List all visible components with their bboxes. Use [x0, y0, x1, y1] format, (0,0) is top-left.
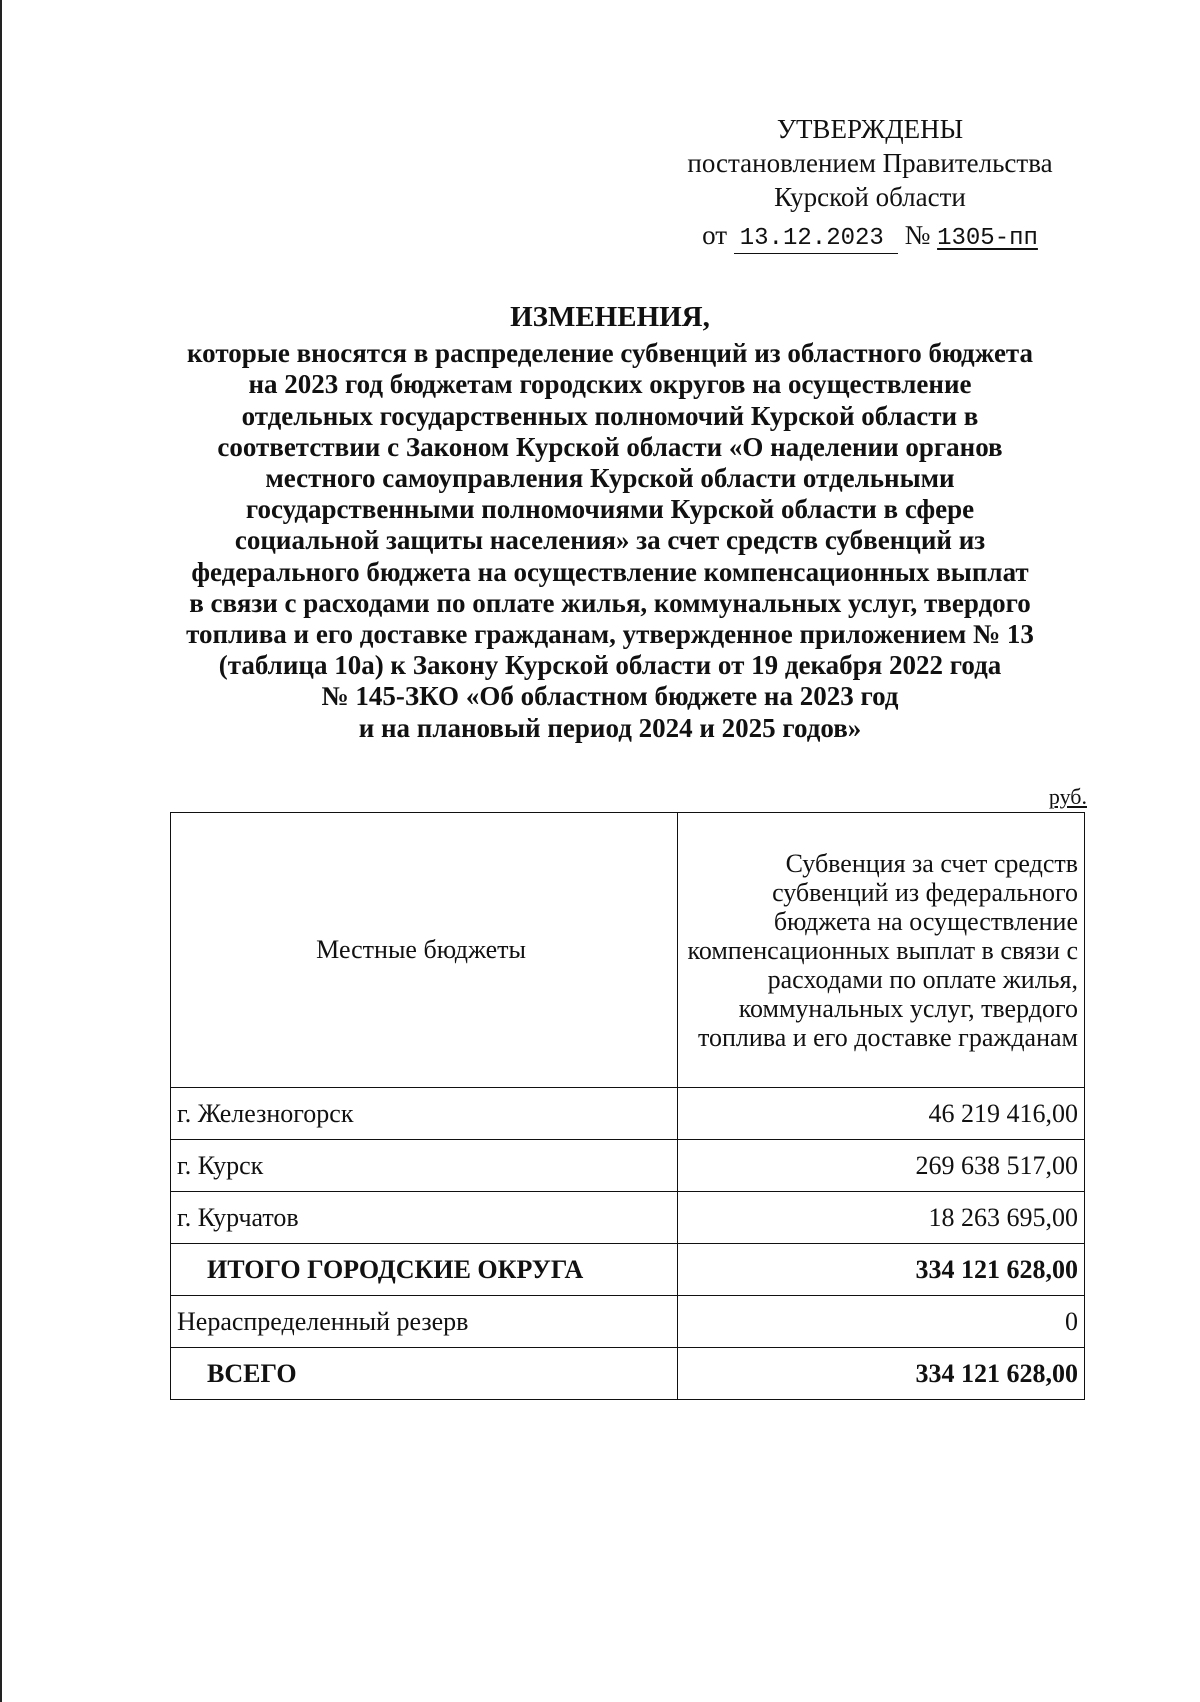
number-prefix: №: [904, 220, 931, 250]
table-row: [171, 1140, 1085, 1192]
table-row: [171, 1192, 1085, 1244]
approval-line-1: постановлением Правительства: [687, 148, 1053, 178]
row-name: г. Железногорск: [171, 1088, 678, 1140]
row-value: 46 219 416,00: [678, 1088, 1085, 1140]
unit-label: руб.: [1048, 784, 1087, 809]
approval-line-2: Курской области: [774, 182, 966, 212]
row-value: 334 121 628,00: [678, 1348, 1085, 1400]
title-body: которые вносятся в распределение субвенций из областного бюджета на 2023 год бюджетам городских округов на осуществление отдельных государственных полномочий Курской области в соответствии с Законом Курской области «О наделении органов местного самоуправления Курской области отдельными государственными полномочиями Курской области в сфере социальной защиты населения» за счет средств субвенций из федерального бюджета на осуществление компенсационных выплат в связи с расходами по оплате жилья, коммунальных услуг, твердого топлива и его доставке гражданам, утвержденное приложением № 13 (таблица 10а) к Закону Курской области от 19 декабря 2022 года № 145-ЗКО «Об областном бюджете на 2023 год и на плановый период 2024 и 2025 годов»: [186, 338, 1034, 743]
approval-block: [660, 112, 1080, 256]
row-name: ВСЕГО: [171, 1348, 678, 1400]
table-row-total: [171, 1348, 1085, 1400]
row-name: ИТОГО ГОРОДСКИЕ ОКРУГА: [171, 1244, 678, 1296]
header-subvention: Субвенция за счет средств субвенций из федерального бюджета на осуществление компенсационных выплат в связи с расходами по оплате жилья, коммунальных услуг, твердого топлива и его доставке гражданам: [678, 813, 1085, 1088]
row-name: г. Курск: [171, 1140, 678, 1192]
approval-status: УТВЕРЖДЕНЫ: [776, 114, 964, 144]
row-value: 334 121 628,00: [678, 1244, 1085, 1296]
table-header-row: [171, 813, 1085, 1088]
row-value: 269 638 517,00: [678, 1140, 1085, 1192]
budget-table: [170, 812, 1085, 1400]
table-row: [171, 1296, 1085, 1348]
row-name: Нераспределенный резерв: [171, 1296, 678, 1348]
row-value: 18 263 695,00: [678, 1192, 1085, 1244]
document-title: [150, 302, 1070, 744]
date-prefix: от: [702, 220, 728, 250]
row-name: г. Курчатов: [171, 1192, 678, 1244]
table-row-subtotal: [171, 1244, 1085, 1296]
approval-date: 13.12.2023: [739, 225, 884, 252]
row-value: 0: [678, 1296, 1085, 1348]
approval-date-line: [660, 218, 1080, 256]
title-heading: ИЗМЕНЕНИЯ,: [510, 301, 710, 333]
date-field: [734, 221, 898, 254]
table-row: [171, 1088, 1085, 1140]
page-edge: [0, 0, 2, 1702]
approval-number: 1305-пп: [937, 225, 1038, 252]
header-local-budgets: Местные бюджеты: [171, 813, 678, 1088]
